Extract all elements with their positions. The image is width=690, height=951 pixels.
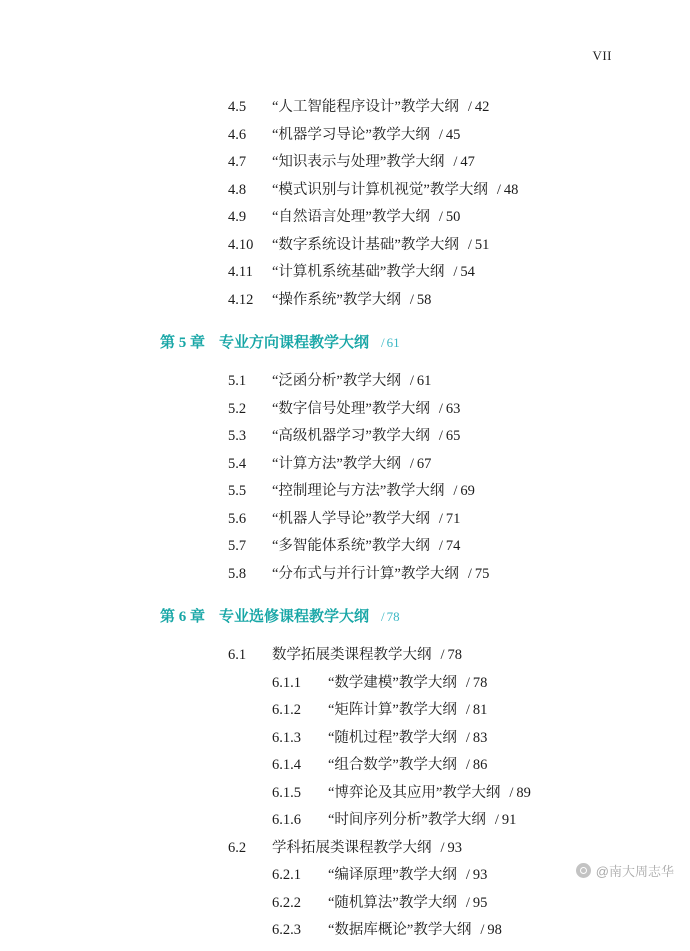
toc-subentry-page: / 95 xyxy=(465,894,488,911)
toc-entry-title: “自然语言处理”教学大纲 xyxy=(272,209,430,225)
toc-subentry-page: / 89 xyxy=(509,784,531,801)
toc-entry[interactable] xyxy=(0,512,690,527)
toc-section-page: / 93 xyxy=(440,839,463,856)
toc-subentry-page: / 93 xyxy=(465,867,488,883)
toc-entry[interactable] xyxy=(0,293,690,308)
toc-entry-number: 5.8 xyxy=(228,565,247,582)
toc-entry-page: / 54 xyxy=(453,264,475,280)
toc-entry-page: / 45 xyxy=(438,126,461,143)
watermark-text: @南大周志华 xyxy=(595,864,674,879)
toc-entry-number: 4.10 xyxy=(228,236,254,253)
table-of-contents xyxy=(0,100,690,951)
toc-entry-title: “多智能体系统”教学大纲 xyxy=(272,538,430,554)
toc-entry[interactable] xyxy=(0,210,690,225)
toc-entry-title: “计算机系统基础”教学大纲 xyxy=(272,264,445,280)
toc-entry-number: 5.3 xyxy=(228,428,247,444)
toc-subentry-number: 6.2.2 xyxy=(272,894,301,911)
toc-entry-page: / 71 xyxy=(438,510,461,527)
toc-entry-title: “模式识别与计算机视觉”教学大纲 xyxy=(272,181,488,198)
toc-subentry-page: / 83 xyxy=(465,729,488,746)
toc-subentry-title: “组合数学”教学大纲 xyxy=(328,757,457,773)
toc-entry-title: “计算方法”教学大纲 xyxy=(272,455,401,472)
toc-entry-page: / 69 xyxy=(453,483,475,499)
toc-entry[interactable] xyxy=(0,484,690,499)
toc-entry-page: / 74 xyxy=(438,538,461,554)
toc-entry-page: / 65 xyxy=(438,428,461,444)
toc-subentry[interactable] xyxy=(0,813,690,828)
toc-subentry-page: / 86 xyxy=(465,757,488,773)
toc-subentry[interactable] xyxy=(0,703,690,718)
toc-entry[interactable] xyxy=(0,374,690,389)
toc-entry[interactable] xyxy=(0,238,690,253)
toc-entry[interactable] xyxy=(0,402,690,417)
toc-entry-number: 5.7 xyxy=(228,538,247,554)
toc-entry-number: 4.9 xyxy=(228,209,247,225)
toc-subentry-page: / 98 xyxy=(480,922,502,938)
toc-subentry-number: 6.1.6 xyxy=(272,812,301,828)
toc-entry-page: / 58 xyxy=(409,291,432,308)
toc-entry-title: “人工智能程序设计”教学大纲 xyxy=(272,99,459,115)
toc-subentry-title: “数据库概论”教学大纲 xyxy=(328,922,472,938)
toc-section-title: 数学拓展类课程教学大纲 xyxy=(272,647,432,663)
toc-entry-number: 4.5 xyxy=(228,99,247,115)
toc-chapter-heading-5[interactable] xyxy=(0,331,690,352)
page-folio: VII xyxy=(592,48,612,63)
toc-entry[interactable] xyxy=(0,155,690,170)
chapter-page: / 78 xyxy=(381,609,400,624)
toc-subentry-number: 6.1.3 xyxy=(272,729,301,746)
toc-entry-title: “机器人学导论”教学大纲 xyxy=(272,510,430,527)
toc-entry-title: “操作系统”教学大纲 xyxy=(272,291,401,308)
toc-entry-title: “分布式与并行计算”教学大纲 xyxy=(272,565,459,582)
toc-entry[interactable] xyxy=(0,429,690,444)
toc-section-page: / 78 xyxy=(440,647,463,663)
toc-subentry-title: “编译原理”教学大纲 xyxy=(328,867,457,883)
toc-entry[interactable] xyxy=(0,100,690,115)
chapter-page: / 61 xyxy=(381,335,400,350)
toc-entry-number: 4.7 xyxy=(228,154,247,170)
toc-section[interactable] xyxy=(0,648,690,663)
toc-entry-number: 4.11 xyxy=(228,264,253,280)
toc-subentry[interactable] xyxy=(0,731,690,746)
toc-entry-number: 4.8 xyxy=(228,181,247,198)
toc-subentry-number: 6.1.4 xyxy=(272,757,301,773)
toc-entry-number: 5.5 xyxy=(228,483,247,499)
toc-entry-title: “知识表示与处理”教学大纲 xyxy=(272,154,445,170)
toc-section-number: 6.1 xyxy=(228,647,247,663)
toc-subentry-number: 6.1.5 xyxy=(272,784,301,801)
toc-entry-title: “机器学习导论”教学大纲 xyxy=(272,126,430,143)
toc-entry[interactable] xyxy=(0,539,690,554)
toc-entry-page: / 67 xyxy=(409,455,432,472)
toc-entry-title: “数字系统设计基础”教学大纲 xyxy=(272,236,459,253)
weibo-icon xyxy=(576,863,591,878)
toc-entry-page: / 42 xyxy=(467,99,490,115)
toc-subentry-number: 6.2.1 xyxy=(272,867,301,883)
toc-entry-title: “控制理论与方法”教学大纲 xyxy=(272,483,445,499)
toc-entry-number: 4.6 xyxy=(228,126,247,143)
toc-entry[interactable] xyxy=(0,265,690,280)
toc-entry-title: “高级机器学习”教学大纲 xyxy=(272,428,430,444)
toc-entry-page: / 48 xyxy=(496,181,519,198)
toc-subentry[interactable] xyxy=(0,896,690,911)
toc-entry-title: “泛函分析”教学大纲 xyxy=(272,373,401,389)
toc-entry-page: / 75 xyxy=(467,565,490,582)
toc-entry-page: / 47 xyxy=(453,154,475,170)
toc-entry[interactable] xyxy=(0,183,690,198)
toc-entry[interactable] xyxy=(0,457,690,472)
toc-subentry[interactable] xyxy=(0,923,690,938)
toc-entry[interactable] xyxy=(0,128,690,143)
chapter-title: 专业方向课程教学大纲 xyxy=(219,335,370,351)
toc-subentry-title: “数学建模”教学大纲 xyxy=(328,674,457,691)
toc-entry-number: 5.1 xyxy=(228,373,247,389)
toc-subentry-title: “时间序列分析”教学大纲 xyxy=(328,812,486,828)
toc-subentry[interactable] xyxy=(0,758,690,773)
toc-subentry-title: “博弈论及其应用”教学大纲 xyxy=(328,784,501,801)
toc-subentry-page: / 78 xyxy=(465,674,488,691)
toc-subentry-title: “矩阵计算”教学大纲 xyxy=(328,702,457,718)
toc-subentry-page: / 81 xyxy=(465,702,488,718)
toc-subentry-number: 6.2.3 xyxy=(272,922,301,938)
toc-entry-title: “数字信号处理”教学大纲 xyxy=(272,400,430,417)
toc-entry-page: / 61 xyxy=(409,373,432,389)
toc-section-title: 学科拓展类课程教学大纲 xyxy=(272,839,432,856)
watermark xyxy=(576,861,674,880)
toc-entry-number: 5.2 xyxy=(228,400,247,417)
toc-entry-number: 4.12 xyxy=(228,291,254,308)
toc-entry-page: / 51 xyxy=(467,236,490,253)
toc-section[interactable] xyxy=(0,841,690,856)
toc-subentry-number: 6.1.2 xyxy=(272,702,301,718)
toc-entry-page: / 50 xyxy=(438,209,461,225)
toc-entry-number: 5.6 xyxy=(228,510,247,527)
toc-entry-page: / 63 xyxy=(438,400,461,417)
toc-subentry-number: 6.1.1 xyxy=(272,674,301,691)
chapter-label: 第 6 章 xyxy=(160,609,206,625)
chapter-title: 专业选修课程教学大纲 xyxy=(219,609,370,625)
toc-entry-number: 5.4 xyxy=(228,455,247,472)
toc-subentry-title: “随机过程”教学大纲 xyxy=(328,729,457,746)
toc-subentry[interactable] xyxy=(0,786,690,801)
toc-chapter-heading-6[interactable] xyxy=(0,605,690,626)
toc-subentry[interactable] xyxy=(0,676,690,691)
toc-section-number: 6.2 xyxy=(228,839,247,856)
toc-subentry-page: / 91 xyxy=(494,812,517,828)
toc-entry[interactable] xyxy=(0,567,690,582)
toc-subentry-title: “随机算法”教学大纲 xyxy=(328,894,457,911)
chapter-label: 第 5 章 xyxy=(160,335,206,351)
